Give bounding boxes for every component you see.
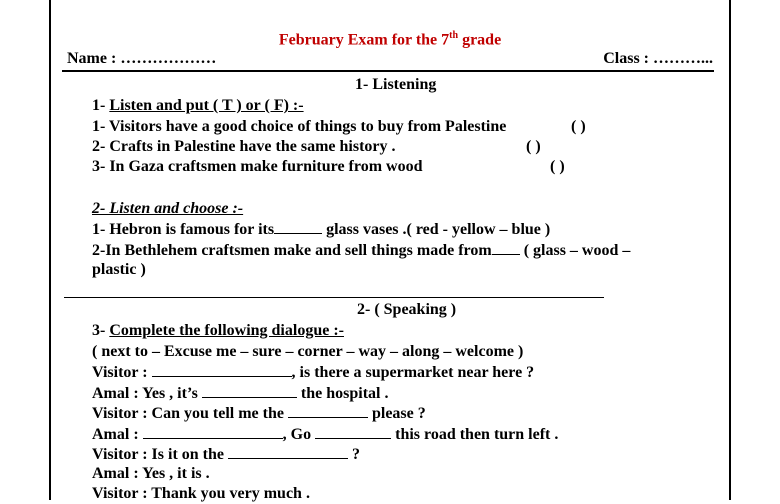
question-1-title — [92, 96, 304, 116]
dialogue-line-3-blank[interactable] — [288, 403, 368, 418]
choose-item-1-blank[interactable] — [274, 219, 322, 234]
question-3-title — [92, 321, 344, 341]
dialogue-line-2 — [92, 383, 388, 404]
tf-item-1-text: 1- Visitors have a good choice of things to buy from Palestine — [92, 118, 507, 135]
section-divider — [64, 297, 604, 298]
dialogue-line-1-text: , is there a supermarket near here ? — [291, 364, 535, 381]
dialogue-line-5-text-b: ? — [352, 446, 360, 463]
dialogue-line-6: Amal : Yes , it is . — [92, 465, 210, 482]
page-border-right — [729, 0, 731, 500]
question-3-number: 3- — [92, 322, 110, 339]
question-2-instruction: 2- Listen and choose :- — [92, 200, 244, 217]
choose-item-1-text-b: glass vases .( red - yellow – blue ) — [326, 221, 551, 238]
dialogue-line-4-text-a: , Go — [282, 426, 312, 443]
choose-item-2-text-a: 2-In Bethlehem craftsmen make and sell things made from — [92, 242, 492, 259]
choose-item-1-text-a: 1- Hebron is famous for its — [92, 221, 275, 238]
dialogue-line-7: Visitor : Thank you very much . — [92, 485, 310, 502]
tf-item-3-answer-box[interactable]: ( ) — [550, 158, 565, 175]
dialogue-line-2-text-b: the hospital . — [300, 385, 389, 402]
dialogue-line-1-speaker: Visitor : — [92, 364, 148, 381]
exam-title — [0, 30, 780, 49]
dialogue-line-3-text-b: please ? — [371, 405, 426, 422]
dialogue-line-4 — [92, 424, 558, 445]
choose-item-2-text-b: ( glass – wood – — [523, 242, 631, 259]
tf-item-2 — [92, 137, 396, 157]
word-bank: ( next to – Excuse me – sure – corner – way – along – welcome ) — [92, 343, 524, 360]
dialogue-line-3-text-a: Visitor : Can you tell me the — [92, 405, 284, 422]
choose-item-1 — [92, 219, 550, 240]
dialogue-line-5-text-a: Visitor : Is it on the — [92, 446, 224, 463]
section-speaking-heading: 2- ( Speaking ) — [357, 301, 457, 318]
choose-item-2-blank[interactable] — [492, 240, 520, 255]
tf-item-1-answer-box[interactable]: ( ) — [571, 118, 586, 135]
question-3-instruction: Complete the following dialogue :- — [109, 322, 344, 339]
page-border-left — [49, 0, 51, 500]
dialogue-line-2-text-a: Amal : Yes , it’s — [92, 385, 198, 402]
dialogue-line-4-text-b: this road then turn left . — [395, 426, 559, 443]
title-main: February Exam for the 7 — [278, 31, 450, 49]
title-grade: grade — [458, 31, 502, 49]
choose-item-2-continued: plastic ) — [92, 261, 146, 278]
tf-item-2-answer-box[interactable]: ( ) — [526, 138, 541, 155]
title-superscript: th — [449, 30, 459, 41]
dialogue-line-1-blank[interactable] — [152, 362, 292, 377]
tf-item-3 — [92, 157, 422, 177]
section-listening-heading: 1- Listening — [355, 76, 437, 93]
name-class-row — [67, 50, 713, 68]
question-1-number: 1- — [92, 97, 110, 114]
dialogue-line-1 — [92, 362, 534, 383]
tf-item-2-text: 2- Crafts in Palestine have the same history . — [92, 138, 396, 155]
dialogue-line-2-blank[interactable] — [202, 383, 297, 398]
question-1-instruction: Listen and put ( T ) or ( F) :- — [109, 97, 304, 114]
choose-item-2 — [92, 240, 630, 261]
dialogue-line-5 — [92, 444, 360, 465]
header-divider — [62, 70, 714, 72]
name-field[interactable]: Name : ……………… — [67, 50, 217, 67]
dialogue-line-3 — [92, 403, 426, 424]
tf-item-1 — [92, 117, 506, 137]
question-2-title — [92, 199, 243, 219]
class-field[interactable]: Class : ………... — [603, 50, 713, 67]
dialogue-line-4-speaker: Amal : — [92, 426, 139, 443]
dialogue-line-4-blank-1[interactable] — [143, 424, 283, 439]
dialogue-line-4-blank-2[interactable] — [315, 424, 391, 439]
dialogue-line-5-blank[interactable] — [228, 444, 348, 459]
tf-item-3-text: 3- In Gaza craftsmen make furniture from wood — [92, 158, 423, 175]
